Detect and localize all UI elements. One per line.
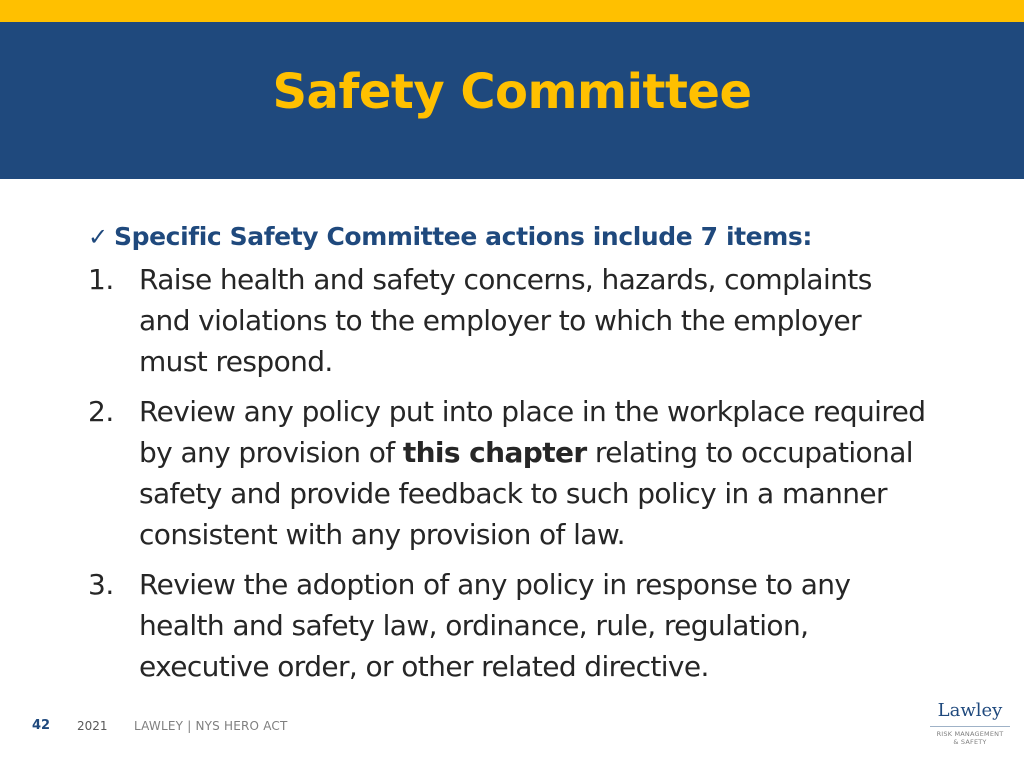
item-number: 3. bbox=[88, 568, 114, 601]
item-text: Raise health and safety concerns, hazards, complaints and violations to the employer to which the employer must respond. bbox=[139, 263, 872, 378]
logo-wordmark: Lawley bbox=[937, 700, 1003, 721]
list-item bbox=[88, 391, 928, 555]
item-text-part: relating to occupational safety and provide feedback to such policy in a manner consistent with any provision of law. bbox=[139, 436, 913, 551]
item-number: 2. bbox=[88, 395, 114, 428]
action-list bbox=[88, 259, 928, 687]
list-item bbox=[88, 564, 928, 687]
logo-divider bbox=[930, 726, 1010, 727]
footer-year: 2021 bbox=[77, 719, 108, 733]
list-item bbox=[88, 259, 928, 382]
lead-text: Specific Safety Committee actions include 7 items: bbox=[114, 222, 812, 251]
logo-tagline: & SAFETY bbox=[953, 738, 987, 746]
slide-title: Safety Committee bbox=[272, 64, 752, 120]
check-mark-icon: ✓ bbox=[88, 222, 108, 251]
title-banner bbox=[0, 22, 1024, 179]
slide-number: 42 bbox=[32, 718, 51, 733]
logo-tagline: RISK MANAGEMENT bbox=[936, 730, 1004, 738]
bold-emphasis: this chapter bbox=[402, 436, 587, 469]
slide-body bbox=[88, 222, 928, 696]
top-accent-stripe bbox=[0, 0, 1024, 22]
footer-label: LAWLEY | NYS HERO ACT bbox=[134, 719, 288, 733]
item-text-part: Review any policy put into place in the workplace required by any provision of bbox=[139, 395, 926, 469]
item-number: 1. bbox=[88, 263, 114, 296]
item-text bbox=[139, 391, 928, 555]
lead-bullet bbox=[88, 222, 928, 251]
item-text: Review the adoption of any policy in response to any health and safety law, ordinance, rule, regulation, executive order, or other related directive. bbox=[139, 568, 851, 683]
lawley-logo bbox=[928, 700, 1012, 746]
